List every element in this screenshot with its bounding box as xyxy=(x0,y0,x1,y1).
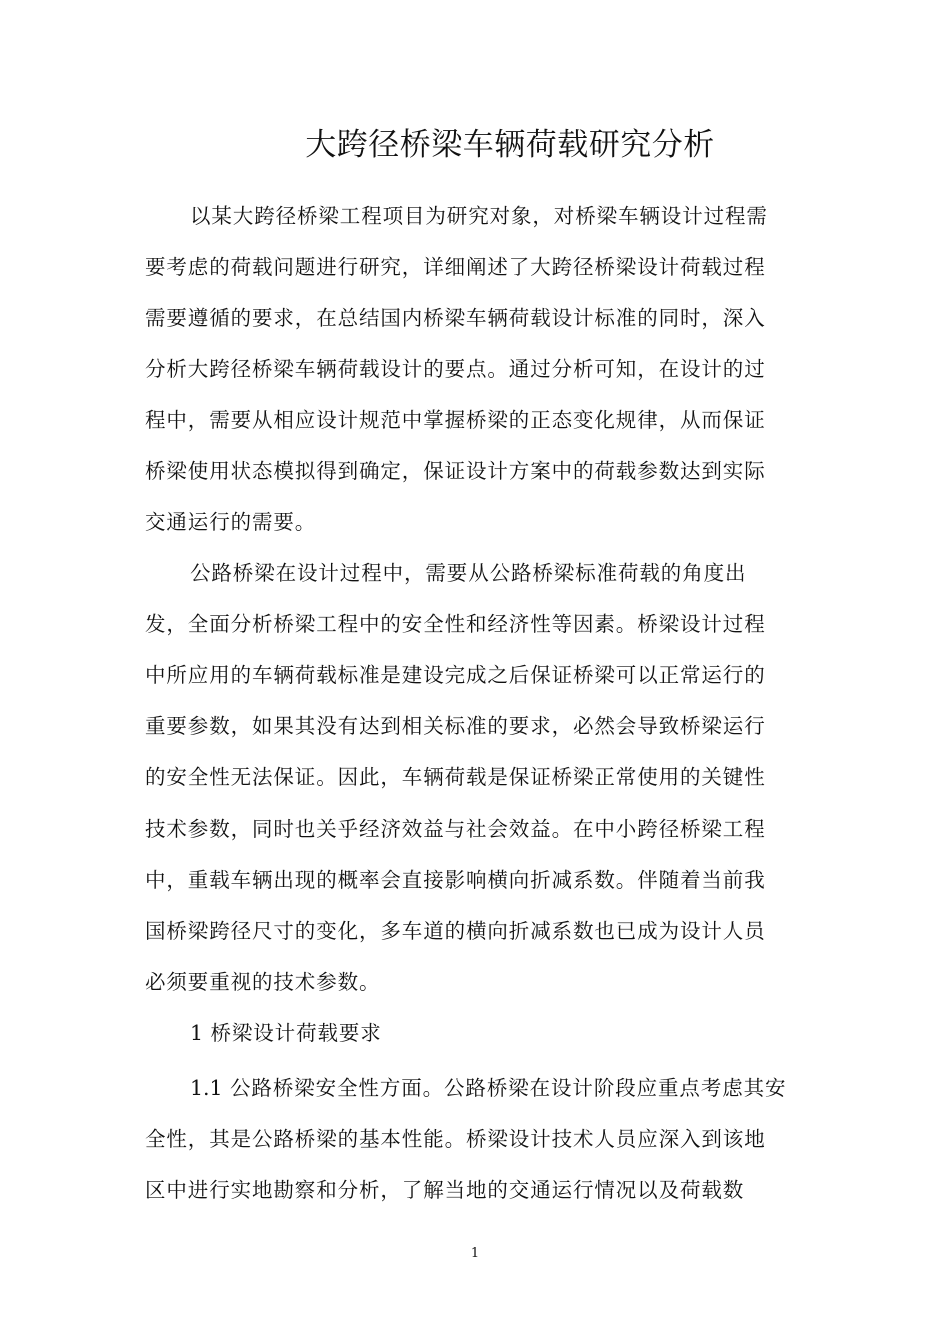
paragraph-2-line: 技术参数，同时也关乎经济效益与社会效益。在中小跨径桥梁工程 xyxy=(145,817,766,841)
section-heading-text: 桥梁设计荷载要求 xyxy=(210,1021,382,1045)
subsection-text: 公路桥梁安全性方面。公路桥梁在设计阶段应重点考虑其安 xyxy=(230,1076,787,1100)
paragraph-1-line: 程中，需要从相应设计规范中掌握桥梁的正态变化规律，从而保证 xyxy=(145,408,766,432)
subsection-line: 区中进行实地勘察和分析，了解当地的交通运行情况以及荷载数 xyxy=(145,1178,745,1202)
paragraph-2-line: 中，重载车辆出现的概率会直接影响横向折减系数。伴随着当前我 xyxy=(145,868,766,892)
paragraph-1-line: 以某大跨径桥梁工程项目为研究对象，对桥梁车辆设计过程需 xyxy=(190,204,768,228)
paragraph-2-line: 发，全面分析桥梁工程中的安全性和经济性等因素。桥梁设计过程 xyxy=(145,612,766,636)
paragraph-1-line: 分析大跨径桥梁车辆荷载设计的要点。通过分析可知，在设计的过 xyxy=(145,357,766,381)
paragraph-1-line: 交通运行的需要。 xyxy=(145,510,317,534)
page-number: 1 xyxy=(470,1246,480,1261)
paragraph-2-line: 必须要重视的技术参数。 xyxy=(145,970,381,994)
paragraph-2-line: 中所应用的车辆荷载标准是建设完成之后保证桥梁可以正常运行的 xyxy=(145,663,766,687)
paragraph-2-line: 国桥梁跨径尺寸的变化，多车道的横向折减系数也已成为设计人员 xyxy=(145,919,766,943)
section-heading xyxy=(190,1018,382,1048)
subsection-line xyxy=(190,1073,786,1103)
paragraph-1-line: 需要遵循的要求，在总结国内桥梁车辆荷载设计标准的同时，深入 xyxy=(145,306,766,330)
subsection-number: 1.1 xyxy=(190,1076,223,1100)
paragraph-2-line: 的安全性无法保证。因此，车辆荷载是保证桥梁正常使用的关键性 xyxy=(145,765,766,789)
paragraph-1-line: 桥梁使用状态模拟得到确定，保证设计方案中的荷载参数达到实际 xyxy=(145,459,766,483)
section-number: 1 xyxy=(190,1021,204,1045)
document-title: 大跨径桥梁车辆荷载研究分析 xyxy=(305,127,715,163)
paragraph-2-line: 重要参数，如果其没有达到相关标准的要求，必然会导致桥梁运行 xyxy=(145,714,766,738)
paragraph-1-line: 要考虑的荷载问题进行研究，详细阐述了大跨径桥梁设计荷载过程 xyxy=(145,255,766,279)
paragraph-2-line: 公路桥梁在设计过程中，需要从公路桥梁标准荷载的角度出 xyxy=(190,561,747,585)
subsection-line: 全性，其是公路桥梁的基本性能。桥梁设计技术人员应深入到该地 xyxy=(145,1127,766,1151)
